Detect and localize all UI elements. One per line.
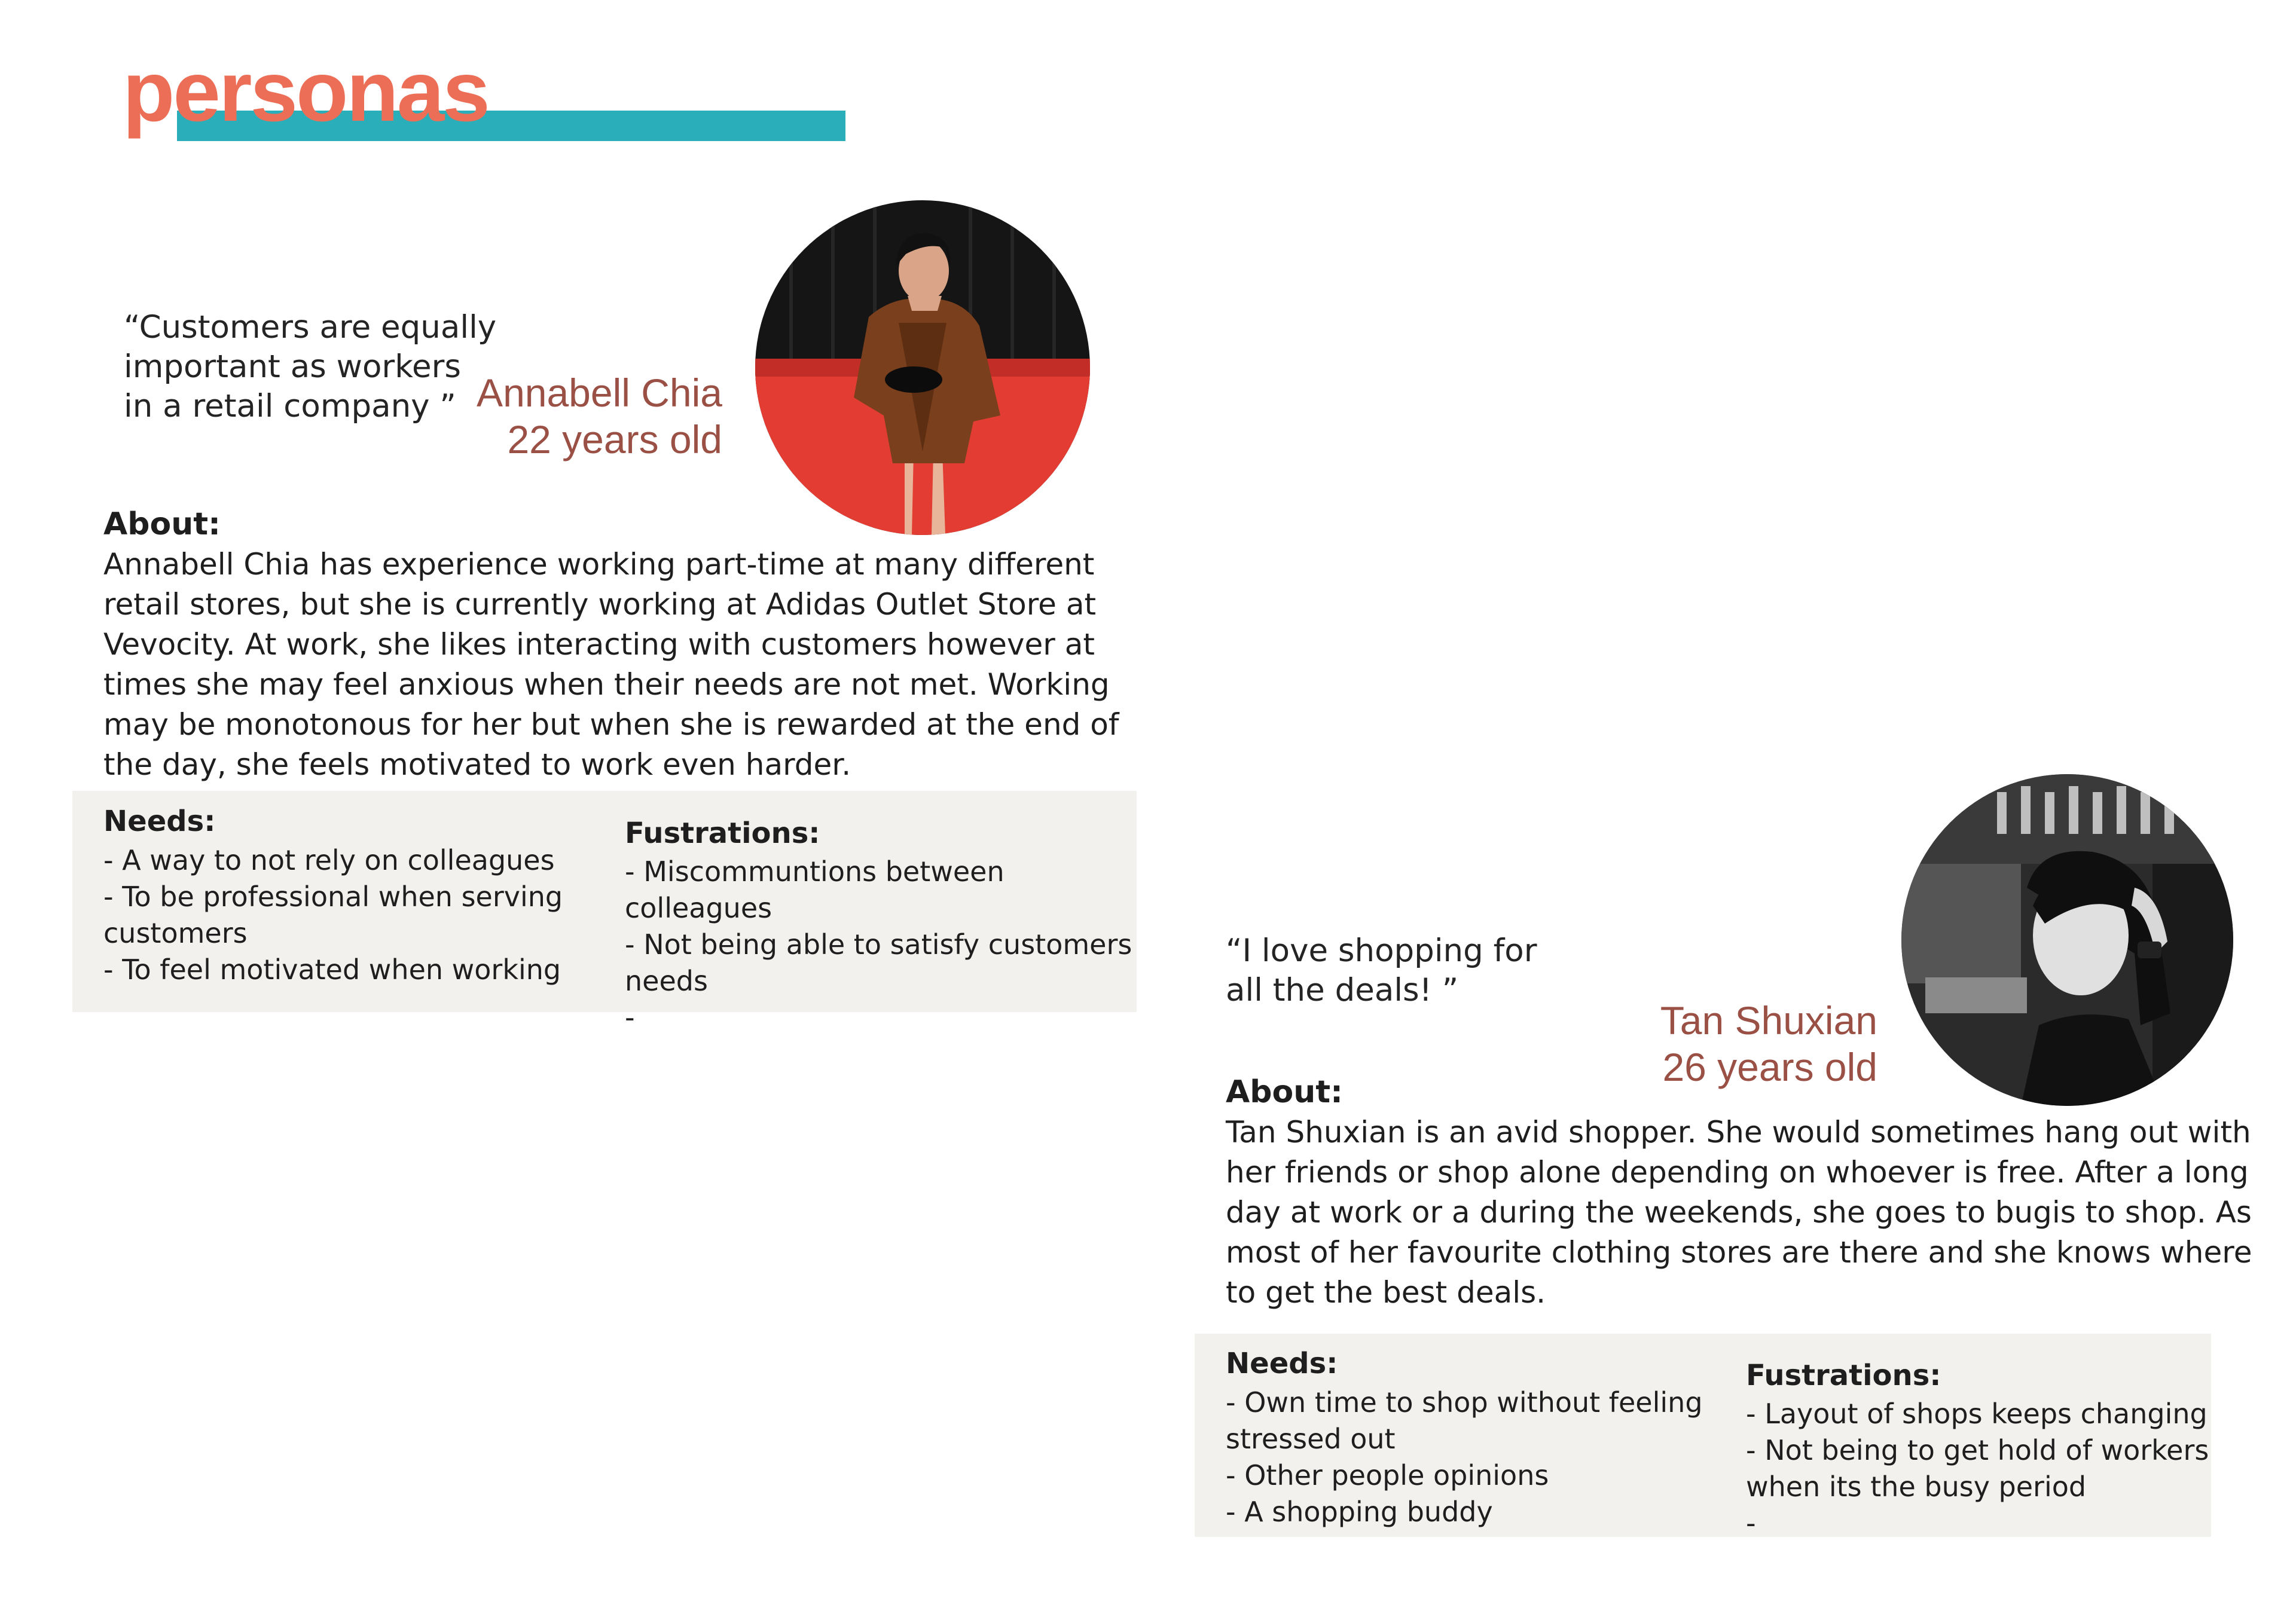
needs-heading: Needs: — [1226, 1347, 1338, 1380]
persona-quote: “Customers are equally important as workers in a retail company ” — [124, 309, 497, 424]
persona-age: 22 years old — [507, 417, 722, 461]
persona-name-block — [1660, 997, 1877, 1090]
about-heading: About: — [1226, 1074, 1343, 1110]
frustrations-heading: Fustrations: — [1746, 1359, 1941, 1392]
needs-heading: Needs: — [103, 805, 216, 838]
persona-quote: “I love shopping for all the deals! ” — [1226, 933, 1537, 1008]
needs-list: - Own time to shop without feeling stressed out - Other people opinions - A shopping buddy — [1226, 1386, 1703, 1528]
needs-list: - A way to not rely on colleagues - To be professional when serving customers - To feel motivated when working — [103, 844, 563, 986]
page-title: personas — [123, 44, 488, 139]
about-text: Annabell Chia has experience working part-time at many different retail stores, but she is currently working at Adidas Outlet Store at Vevocity. At work, she likes interacting with customers however at times she may feel anxious when their needs are not met. Working may be monotonous for her but when she is rewarded at the end of the day, she feels motivated to work even harder. — [103, 547, 1119, 782]
persona-name: Tan Shuxian — [1660, 998, 1877, 1043]
persona-name: Annabell Chia — [477, 371, 722, 415]
persona-photo — [1901, 774, 2233, 1106]
persona-age: 26 years old — [1662, 1045, 1877, 1089]
about-text: Tan Shuxian is an avid shopper. She would sometimes hang out with her friends or shop alone depending on whoever is free. After a long day at work or a during the weekends, she goes to bugis to shop. As most of her favourite clothing stores are there and she knows where to get the best deals. — [1226, 1115, 2252, 1310]
persona-name-block — [477, 369, 722, 463]
frustrations-heading: Fustrations: — [625, 817, 820, 850]
frustrations-list: - Miscommuntions between colleagues - Not being able to satisfy customers needs - — [625, 855, 1132, 1034]
about-heading: About: — [103, 506, 221, 542]
persona-photo — [755, 200, 1090, 535]
frustrations-list: - Layout of shops keeps changing - Not being to get hold of workers when its the busy period - — [1746, 1398, 2209, 1539]
